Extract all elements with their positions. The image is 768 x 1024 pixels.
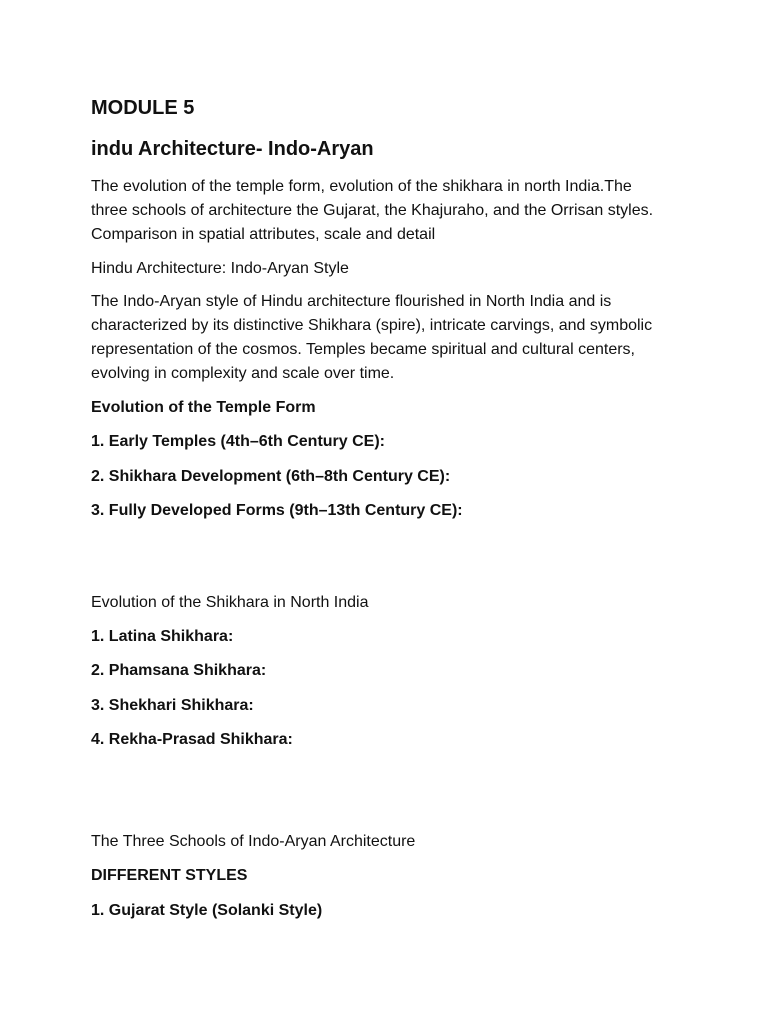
shikhara-item: 4. Rekha-Prasad Shikhara: bbox=[91, 731, 293, 748]
intro-line: three schools of architecture the Gujarat, the Khajuraho, and the Orrisan styles. bbox=[91, 202, 654, 219]
intro-line: Comparison in spatial attributes, scale and detail bbox=[91, 226, 436, 243]
style-paragraph-line: characterized by its distinctive Shikhara (spire), intricate carvings, and symbolic bbox=[91, 317, 653, 334]
intro-line: The evolution of the temple form, evolution of the shikhara in north India.The bbox=[91, 178, 632, 195]
intro-paragraph bbox=[91, 175, 691, 247]
temple-form-item: 3. Fully Developed Forms (9th–13th Century CE): bbox=[91, 502, 463, 519]
document-subtitle: indu Architecture- Indo-Aryan bbox=[91, 138, 374, 160]
style-heading: Hindu Architecture: Indo-Aryan Style bbox=[91, 260, 349, 277]
module-title: MODULE 5 bbox=[91, 97, 195, 119]
shikhara-item: 1. Latina Shikhara: bbox=[91, 628, 234, 645]
temple-form-item: 2. Shikhara Development (6th–8th Century CE): bbox=[91, 468, 451, 485]
style-paragraph bbox=[91, 290, 691, 386]
temple-form-item: 1. Early Temples (4th–6th Century CE): bbox=[91, 433, 385, 450]
schools-item: 1. Gujarat Style (Solanki Style) bbox=[91, 902, 323, 919]
style-paragraph-line: representation of the cosmos. Temples became spiritual and cultural centers, bbox=[91, 341, 635, 358]
style-paragraph-line: The Indo-Aryan style of Hindu architecture flourished in North India and is bbox=[91, 293, 612, 310]
shikhara-item: 3. Shekhari Shikhara: bbox=[91, 697, 254, 714]
schools-subheading: DIFFERENT STYLES bbox=[91, 867, 248, 884]
schools-heading: The Three Schools of Indo-Aryan Architecture bbox=[91, 833, 416, 850]
shikhara-item: 2. Phamsana Shikhara: bbox=[91, 662, 267, 679]
shikhara-heading: Evolution of the Shikhara in North India bbox=[91, 594, 369, 611]
temple-form-heading: Evolution of the Temple Form bbox=[91, 399, 316, 416]
style-paragraph-line: evolving in complexity and scale over time. bbox=[91, 365, 395, 382]
